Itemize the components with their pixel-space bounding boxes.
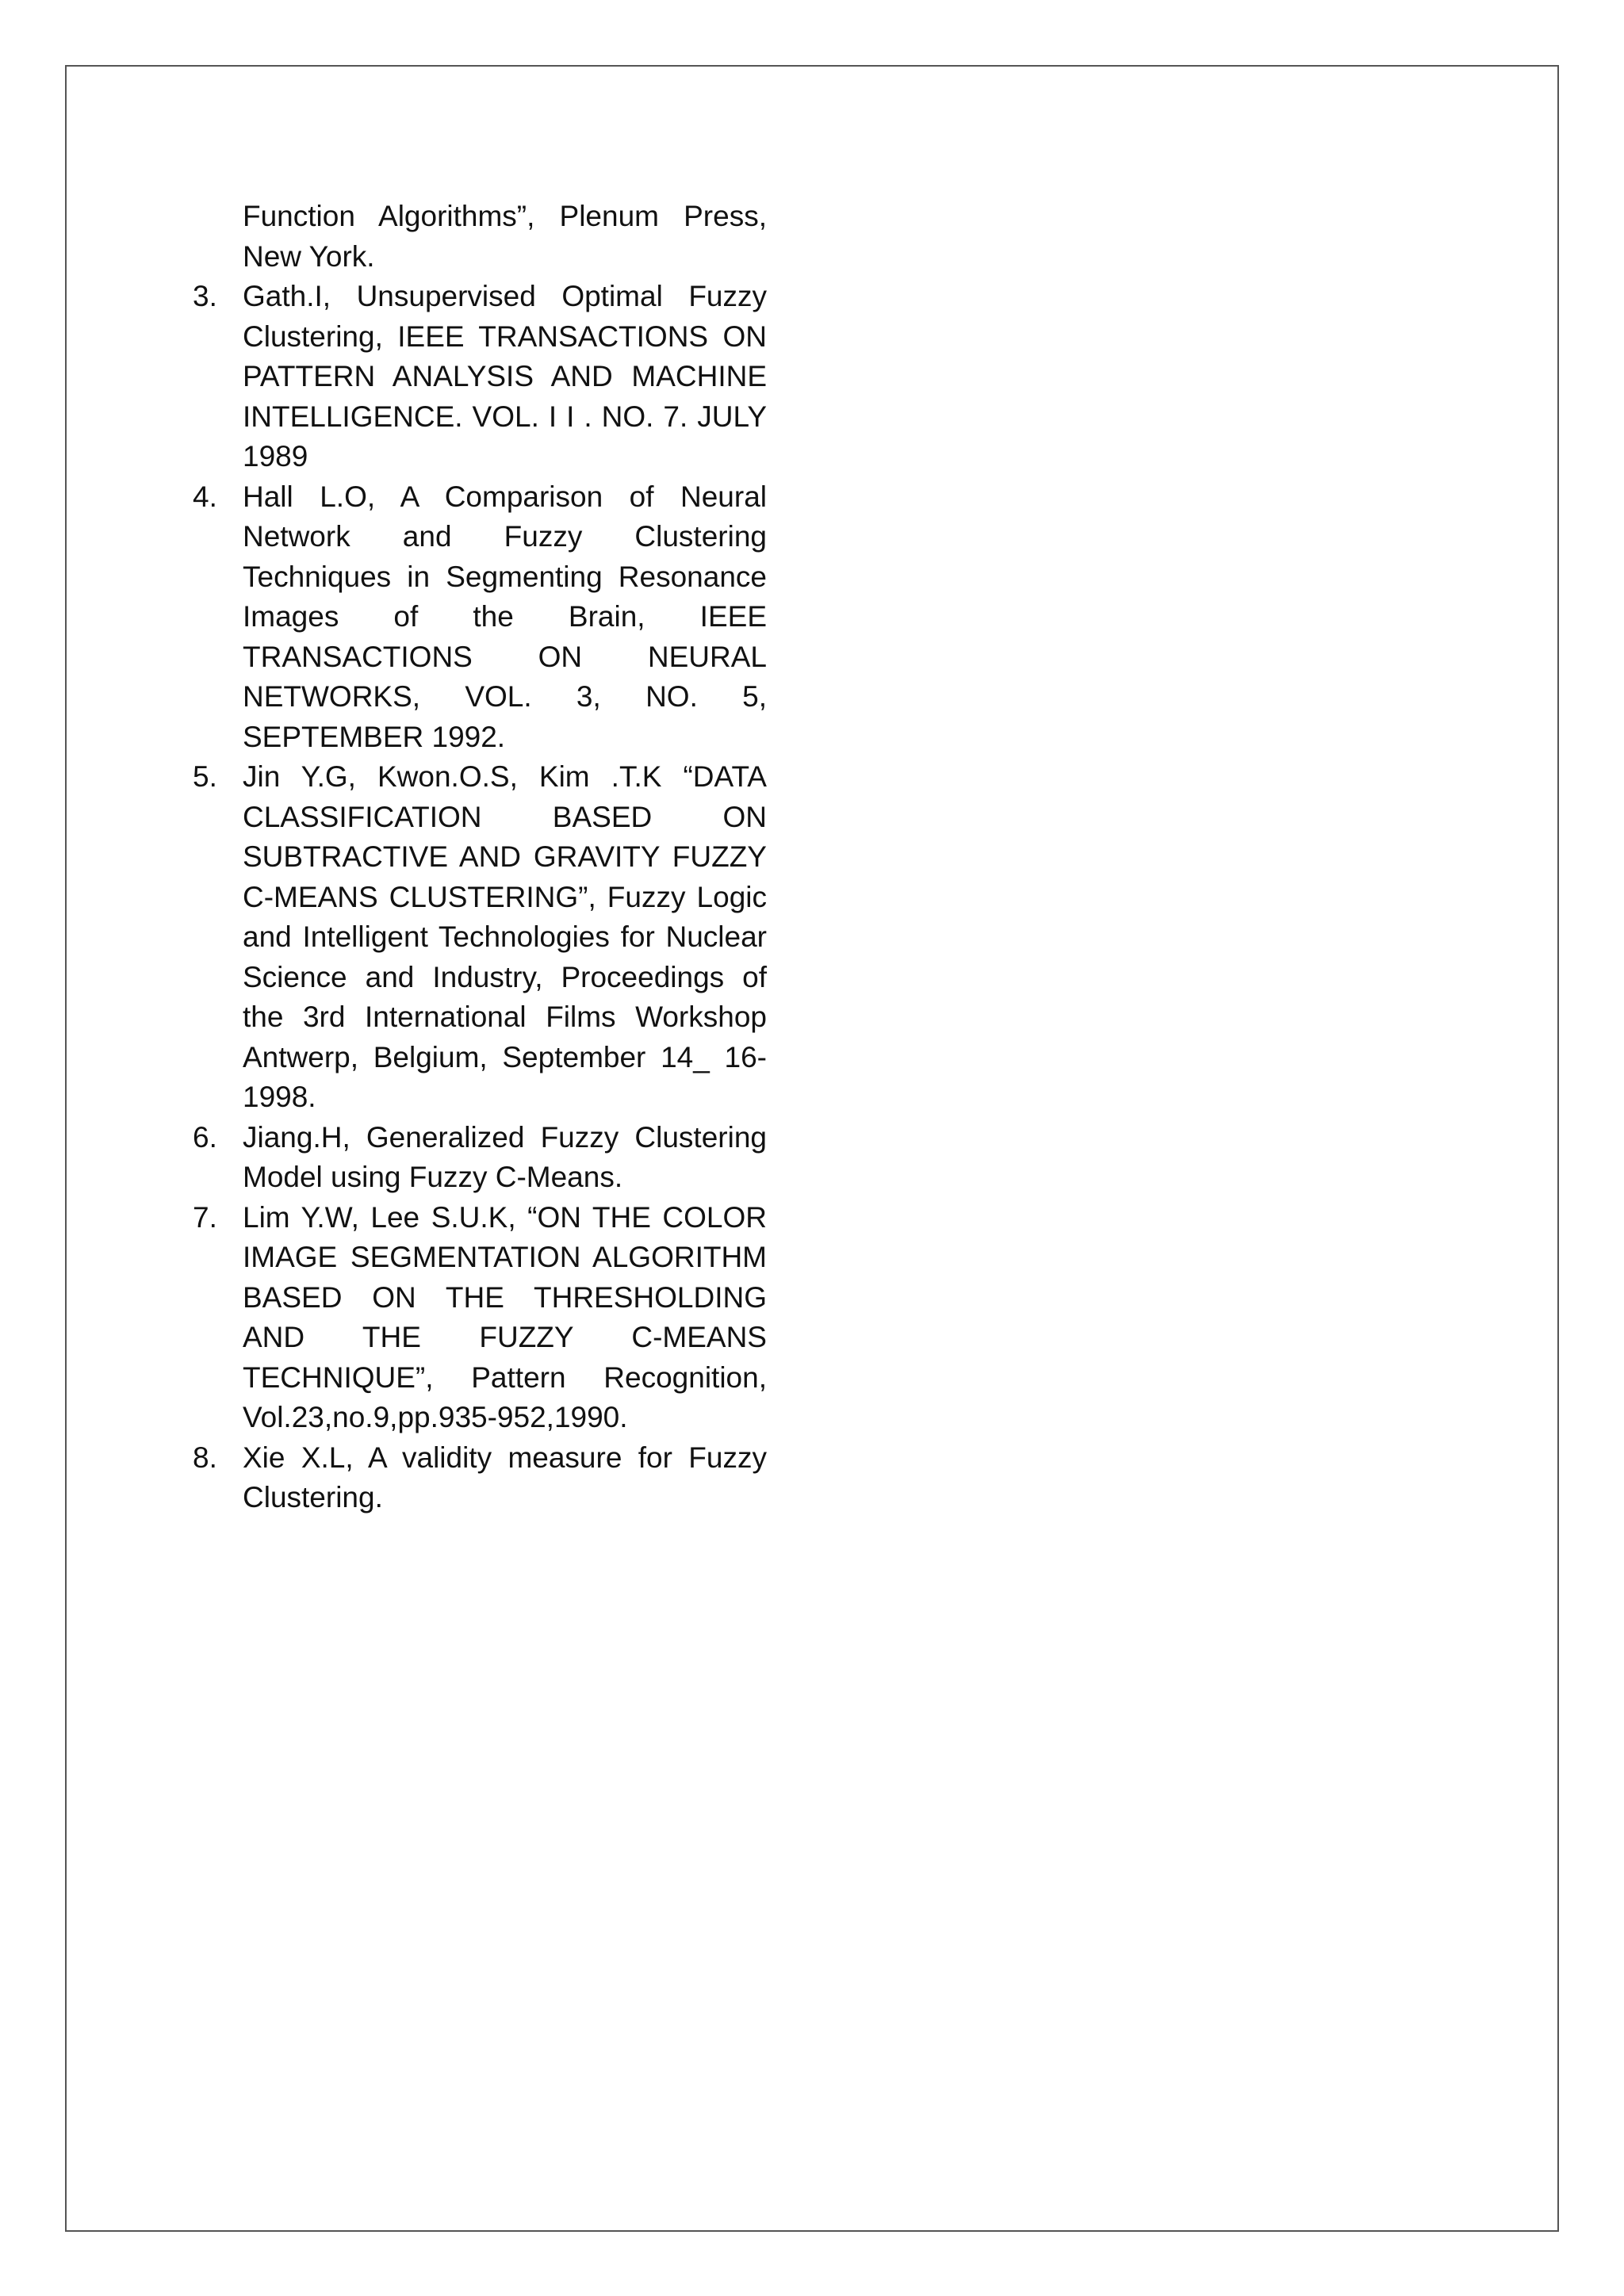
reference-text: Jin Y.G, Kwon.O.S, Kim .T.K “DATA CLASSIFICATION BASED ON SUBTRACTIVE AND GRAVITY FUZZY C-MEANS CLUSTERING”, Fuzzy Logic and Intelligent Technologies for Nuclear Science and Industry, Proceedings of the 3rd International Films Workshop Antwerp, Belgium, September 14_ 16-1998. bbox=[243, 760, 767, 1113]
reference-text: Jiang.H, Generalized Fuzzy Clustering Model using Fuzzy C-Means. bbox=[243, 1120, 767, 1193]
reference-item-6 bbox=[193, 1118, 767, 1198]
reference-text: Gath.I, Unsupervised Optimal Fuzzy Clustering, IEEE TRANSACTIONS ON PATTERN ANALYSIS AND MACHINE INTELLIGENCE. VOL. I I . NO. 7. JULY 1989 bbox=[243, 280, 767, 473]
reference-number: 6. bbox=[193, 1120, 217, 1154]
reference-item-8 bbox=[193, 1438, 767, 1518]
reference-number: 5. bbox=[193, 760, 217, 793]
reference-number: 3. bbox=[193, 280, 217, 312]
reference-text: Hall L.O, A Comparison of Neural Network and Fuzzy Clustering Techniques in Segmenting Resonance Images of the Brain, IEEE TRANSACTIONS ON NEURAL NETWORKS, VOL. 3, NO. 5, SEPTEMBER 1992. bbox=[243, 480, 767, 753]
reference-text: Function Algorithms”, Plenum Press, New York. bbox=[243, 200, 767, 273]
reference-item-continued bbox=[193, 197, 767, 277]
reference-list bbox=[193, 197, 767, 1518]
reference-text: Xie X.L, A validity measure for Fuzzy Clustering. bbox=[243, 1441, 767, 1513]
reference-number: 7. bbox=[193, 1200, 217, 1234]
reference-item-3 bbox=[193, 277, 767, 477]
reference-text: Lim Y.W, Lee S.U.K, “ON THE COLOR IMAGE SEGMENTATION ALGORITHM BASED ON THE THRESHOLDING AND THE FUZZY C-MEANS TECHNIQUE”, Pattern Recognition, Vol.23,no.9,pp.935-952,1990. bbox=[243, 1200, 767, 1433]
reference-number: 8. bbox=[193, 1441, 217, 1474]
reference-item-4 bbox=[193, 477, 767, 758]
reference-number: 4. bbox=[193, 480, 217, 513]
reference-item-5 bbox=[193, 757, 767, 1118]
reference-item-7 bbox=[193, 1198, 767, 1438]
